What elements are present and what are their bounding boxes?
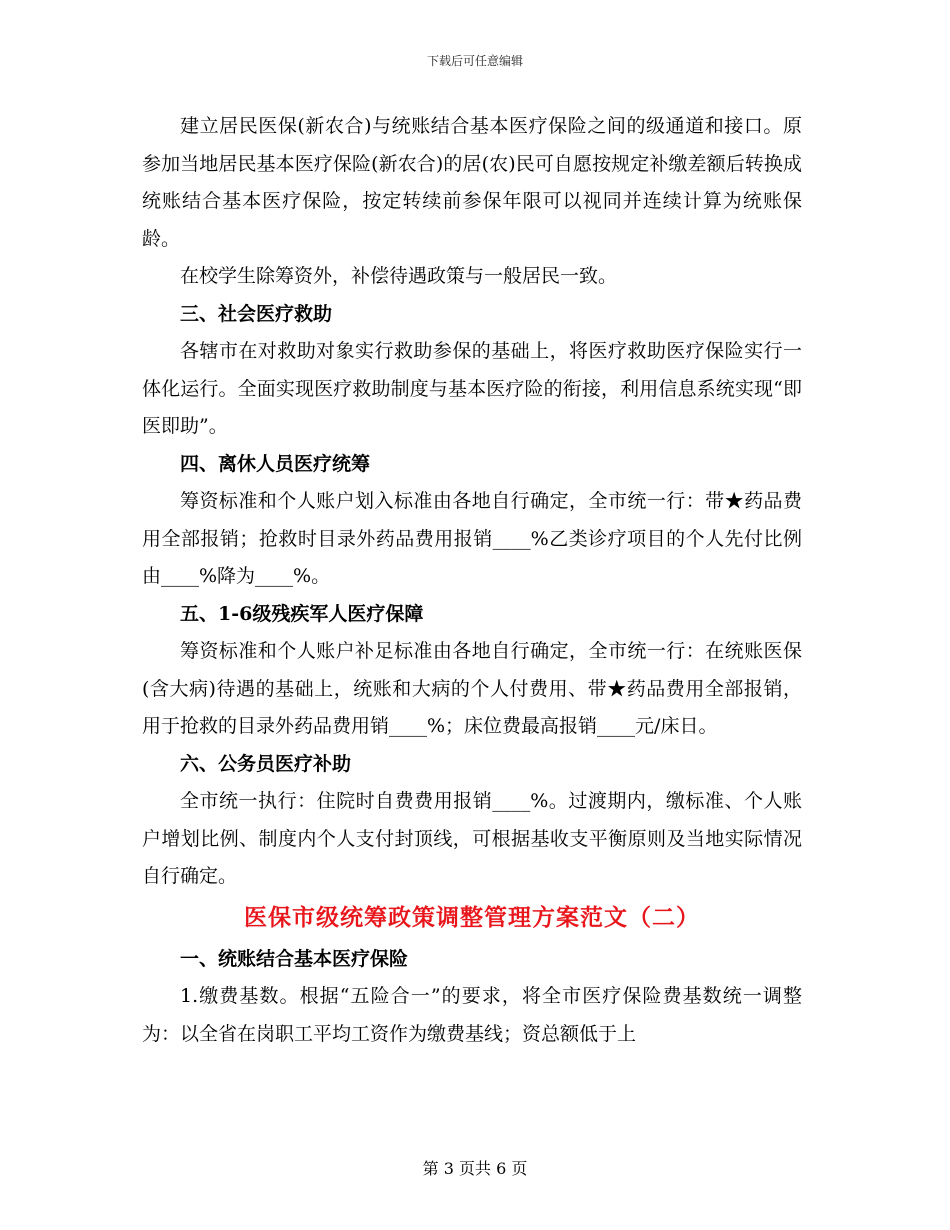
heading-basic-insurance: 一、统账结合基本医疗保险 [180,947,409,970]
paragraph-social-aid: 各辖市在对救助对象实行救助参保的基础上，将医疗救助医疗保险实行一体化运行。全面实现医疗救助制度与基本医疗险的衔接，利用信息系统实现“即医即助”。 [142,340,802,437]
paragraph-students: 在校学生除筹资外，补偿待遇政策与一般居民一致。 [180,265,618,287]
page-header: 下载后可任意编辑 [426,54,523,68]
document-body [142,108,802,1053]
heading-retirees: 四、离休人员医疗统筹 [180,452,371,475]
page-footer: 第 3 页共 6 页 [422,1159,528,1178]
paragraph-channel: 建立居民医保(新农合)与统账结合基本医疗保险之间的级通道和接口。原参加当地居民基本医疗保险(新农合)的居(农)民可自愿按规定补缴差额后转换成统账结合基本医疗保险，按定转续前参保年限可以视同并连续计算为统账保龄。 [142,115,802,250]
paragraph-civil-servants: 全市统一执行：住院时自费费用报销____%。过渡期内，缴标准、个人账户增划比例、制度内个人支付封顶线，可根据基收支平衡原则及当地实际情况自行确定。 [142,790,802,887]
heading-social-aid: 三、社会医疗救助 [180,302,333,325]
heading-disabled-veterans: 五、1-6级残疾军人医疗保障 [180,602,424,625]
section-title: 医保市级统筹政策调整管理方案范文（二） [244,903,700,931]
paragraph-contribution-base: 1.缴费基数。根据“五险合一”的要求，将全市医疗保险费基数统一调整为：以全省在岗职工平均工资作为缴费基线；资总额低于上 [142,985,802,1045]
paragraph-retirees: 筹资标准和个人账户划入标准由各地自行确定，全市统一行：带★药品费用全部报销；抢救时目录外药品费用报销____%乙类诊疗项目的个人先付比例由____%降为____%。 [142,490,802,587]
heading-civil-servants: 六、公务员医疗补助 [180,752,352,775]
paragraph-disabled-veterans: 筹资标准和个人账户补足标准由各地自行确定，全市统一行：在统账医保(含大病)待遇的基础上，统账和大病的个人付费用、带★药品费用全部报销，用于抢救的目录外药品费用销____%；床位费最高报销____元/床日。 [142,640,802,737]
